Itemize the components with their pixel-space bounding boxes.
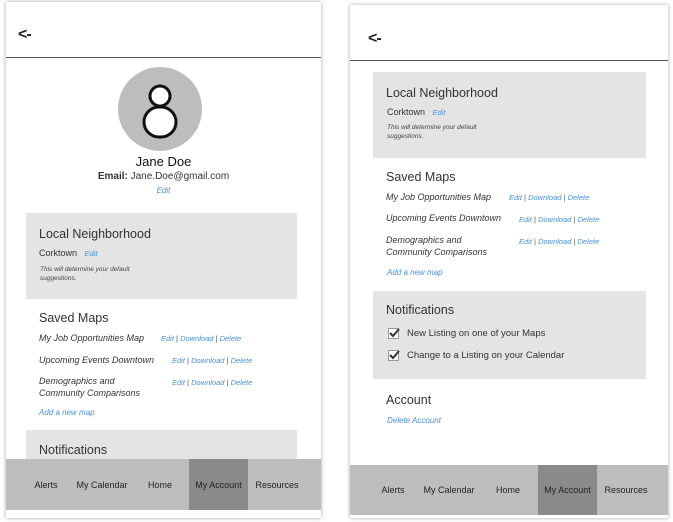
person-icon xyxy=(118,67,202,151)
map-edit-link[interactable]: Edit xyxy=(172,356,185,365)
nav-home[interactable]: Home xyxy=(495,485,520,495)
neighborhood-value: Corktown xyxy=(39,248,78,258)
map-delete-link[interactable]: Delete xyxy=(577,237,600,246)
map-download-link[interactable]: Download xyxy=(180,334,214,343)
profile-email xyxy=(6,171,321,182)
saved-map-name xyxy=(39,375,140,399)
checkbox[interactable] xyxy=(388,350,399,361)
top-bar xyxy=(6,2,321,58)
map-download-link[interactable]: Download xyxy=(528,193,562,202)
map-delete-link[interactable]: Delete xyxy=(230,356,253,365)
map-name-line: Community Comparisons xyxy=(386,247,488,257)
map-download-link[interactable]: Download xyxy=(538,215,572,224)
map-edit-link[interactable]: Edit xyxy=(172,378,185,387)
separator: | xyxy=(563,193,566,202)
note-line: suggestions. xyxy=(387,133,424,140)
separator: | xyxy=(534,237,536,246)
nav-alerts[interactable]: Alerts xyxy=(381,485,405,495)
map-name-line: Upcoming Events Downtown xyxy=(39,355,155,365)
back-button[interactable]: <- xyxy=(18,26,31,43)
map-actions xyxy=(172,356,252,365)
map-name-line: Community Comparisons xyxy=(39,388,141,398)
note-line: suggestions. xyxy=(40,275,77,282)
map-edit-link[interactable]: Edit xyxy=(161,334,174,343)
map-delete-link[interactable]: Delete xyxy=(219,334,242,343)
add-new-map-link[interactable]: Add a new map xyxy=(39,408,95,417)
email-value: Jane.Doe@gmail.com xyxy=(130,171,230,182)
back-button[interactable]: <- xyxy=(368,30,381,47)
phone-screen-settings xyxy=(350,5,668,518)
notification-option-label: New Listing on one of your Maps xyxy=(407,328,546,339)
map-edit-link[interactable]: Edit xyxy=(519,215,532,224)
saved-map-name xyxy=(39,354,154,366)
map-actions xyxy=(172,378,252,387)
separator: | xyxy=(176,334,178,343)
map-download-link[interactable]: Download xyxy=(538,237,572,246)
separator: | xyxy=(534,215,536,224)
map-name-line: Upcoming Events Downtown xyxy=(386,213,502,223)
note-line: This will determine your default xyxy=(40,266,130,273)
map-actions xyxy=(519,237,599,246)
notification-option[interactable] xyxy=(388,350,564,361)
separator: | xyxy=(573,215,576,224)
neighborhood-row xyxy=(39,248,97,258)
email-label: Email: xyxy=(97,171,128,182)
neighborhood-value: Corktown xyxy=(387,107,426,117)
phone-screen-profile xyxy=(6,2,321,518)
neighborhood-edit-link[interactable]: Edit xyxy=(84,249,98,258)
account-title: Account xyxy=(386,393,432,407)
nav-my-account[interactable]: My Account xyxy=(189,459,248,510)
map-download-link[interactable]: Download xyxy=(191,356,225,365)
separator: | xyxy=(187,378,189,387)
map-edit-link[interactable]: Edit xyxy=(519,237,532,246)
nav-my-calendar[interactable]: My Calendar xyxy=(76,479,128,490)
bottom-nav xyxy=(350,465,668,515)
checkmark-icon xyxy=(388,349,400,361)
nav-my-calendar[interactable]: My Calendar xyxy=(423,485,475,495)
saved-map-name xyxy=(386,234,487,258)
saved-map-name xyxy=(39,332,144,344)
map-name-line: Demographics and xyxy=(39,376,115,386)
map-delete-link[interactable]: Delete xyxy=(577,215,600,224)
neighborhood-note xyxy=(40,265,130,283)
map-actions xyxy=(509,193,589,202)
separator: | xyxy=(226,378,229,387)
saved-maps-title: Saved Maps xyxy=(39,311,109,325)
neighborhood-edit-link[interactable]: Edit xyxy=(432,108,446,117)
map-actions xyxy=(161,334,241,343)
notifications-title: Notifications xyxy=(386,303,455,317)
map-actions xyxy=(519,215,599,224)
neighborhood-title: Local Neighborhood xyxy=(39,227,151,241)
map-name-line: My Job Opportunities Map xyxy=(386,192,492,202)
profile-edit-link[interactable]: Edit xyxy=(156,186,171,195)
separator: | xyxy=(226,356,229,365)
neighborhood-title: Local Neighborhood xyxy=(386,86,498,100)
delete-account-link[interactable]: Delete Account xyxy=(387,416,441,425)
map-name-line: Demographics and xyxy=(386,235,462,245)
notifications-title: Notifications xyxy=(39,443,108,457)
map-delete-link[interactable]: Delete xyxy=(567,193,590,202)
neighborhood-note xyxy=(387,123,477,141)
neighborhood-row xyxy=(387,107,445,117)
nav-resources[interactable]: Resources xyxy=(255,479,299,490)
separator: | xyxy=(215,334,218,343)
map-download-link[interactable]: Download xyxy=(191,378,225,387)
saved-maps-title: Saved Maps xyxy=(386,170,456,184)
checkbox[interactable] xyxy=(388,328,399,339)
nav-home[interactable]: Home xyxy=(147,479,172,490)
map-delete-link[interactable]: Delete xyxy=(230,378,253,387)
nav-resources[interactable]: Resources xyxy=(604,485,648,495)
separator: | xyxy=(187,356,189,365)
map-name-line: My Job Opportunities Map xyxy=(39,333,145,343)
note-line: This will determine your default xyxy=(387,124,477,131)
notification-option[interactable] xyxy=(388,328,545,339)
add-new-map-link[interactable]: Add a new map xyxy=(387,268,443,277)
saved-map-name xyxy=(386,212,501,224)
notification-option-label: Change to a Listing on your Calendar xyxy=(407,350,565,361)
map-edit-link[interactable]: Edit xyxy=(509,193,522,202)
separator: | xyxy=(573,237,576,246)
checkmark-icon xyxy=(388,327,400,339)
nav-my-account[interactable]: My Account xyxy=(538,465,597,515)
bottom-nav xyxy=(6,459,321,510)
top-bar xyxy=(350,5,668,61)
separator: | xyxy=(524,193,526,202)
nav-alerts[interactable]: Alerts xyxy=(34,479,58,490)
profile-name: Jane Doe xyxy=(135,154,192,169)
avatar xyxy=(118,67,202,151)
saved-map-name xyxy=(386,191,491,203)
